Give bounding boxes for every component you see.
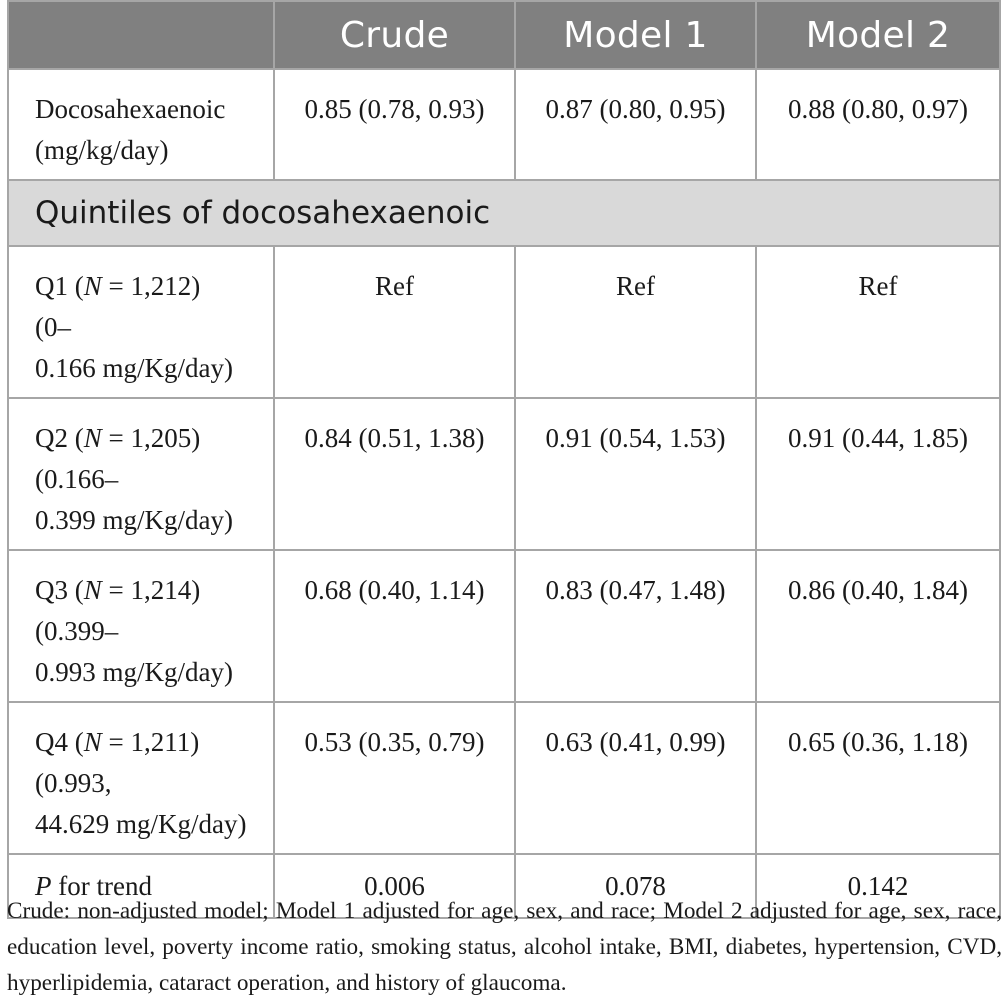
cell-model-2: 0.91 (0.44, 1.85) bbox=[756, 398, 1000, 550]
header-model-1: Model 1 bbox=[515, 1, 756, 69]
cell-crude: 0.68 (0.40, 1.14) bbox=[274, 550, 515, 702]
cell-crude: 0.84 (0.51, 1.38) bbox=[274, 398, 515, 550]
label-line: (0.166– bbox=[35, 464, 119, 494]
cell-crude: 0.85 (0.78, 0.93) bbox=[274, 69, 515, 180]
quintile-prefix: Q1 ( bbox=[35, 271, 84, 301]
cell-model-1: 0.91 (0.54, 1.53) bbox=[515, 398, 756, 550]
trend-label: for trend bbox=[51, 871, 152, 901]
quintile-prefix: Q3 ( bbox=[35, 575, 84, 605]
table-row bbox=[8, 246, 1000, 398]
header-blank-cell bbox=[8, 1, 274, 69]
n-symbol: N bbox=[83, 271, 102, 301]
n-value: = 1,205) bbox=[101, 423, 201, 453]
n-symbol: N bbox=[83, 727, 102, 757]
label-line: 0.399 mg/Kg/day) bbox=[35, 505, 233, 535]
header-crude: Crude bbox=[274, 1, 515, 69]
label-line: (0.993, bbox=[35, 768, 112, 798]
row-label-q3 bbox=[8, 550, 274, 702]
header-model-2: Model 2 bbox=[756, 1, 1000, 69]
label-line: (0.399– bbox=[35, 616, 119, 646]
cell-model-2: 0.142 bbox=[756, 854, 1000, 918]
table-row bbox=[8, 702, 1000, 854]
results-table bbox=[7, 0, 1001, 919]
cell-model-1: 0.87 (0.80, 0.95) bbox=[515, 69, 756, 180]
label-line: 0.993 mg/Kg/day) bbox=[35, 657, 233, 687]
n-value: = 1,211) bbox=[101, 727, 200, 757]
cell-model-1: 0.83 (0.47, 1.48) bbox=[515, 550, 756, 702]
label-line: (mg/kg/day) bbox=[35, 135, 169, 165]
cell-model-1: 0.078 bbox=[515, 854, 756, 918]
n-symbol: N bbox=[83, 575, 102, 605]
table-footnote: Crude: non-adjusted model; Model 1 adjusted for age, sex, and race; Model 2 adjusted for age, sex, race, education level, poverty income ratio, smoking status, alcohol intake, BMI, diabetes, hypertension, CVD, hyperlipidemia, cataract operation, and history of glaucoma. bbox=[7, 898, 1002, 996]
row-label-q2 bbox=[8, 398, 274, 550]
p-symbol: P bbox=[35, 871, 52, 901]
table-row bbox=[8, 550, 1000, 702]
cell-model-1: Ref bbox=[515, 246, 756, 398]
n-value: = 1,212) bbox=[101, 271, 201, 301]
n-value: = 1,214) bbox=[101, 575, 201, 605]
quintile-prefix: Q4 ( bbox=[35, 727, 84, 757]
cell-model-1: 0.63 (0.41, 0.99) bbox=[515, 702, 756, 854]
quintile-prefix: Q2 ( bbox=[35, 423, 84, 453]
cell-model-2: 0.65 (0.36, 1.18) bbox=[756, 702, 1000, 854]
label-line: Docosahexaenoic bbox=[35, 94, 226, 124]
row-label-q4 bbox=[8, 702, 274, 854]
row-label-docosahexaenoic bbox=[8, 69, 274, 180]
row-label-q1 bbox=[8, 246, 274, 398]
n-symbol: N bbox=[83, 423, 102, 453]
cell-model-2: 0.86 (0.40, 1.84) bbox=[756, 550, 1000, 702]
cell-model-2: 0.88 (0.80, 0.97) bbox=[756, 69, 1000, 180]
label-line: (0– bbox=[35, 312, 71, 342]
table-row bbox=[8, 69, 1000, 180]
label-line bbox=[35, 570, 263, 611]
label-line bbox=[35, 266, 263, 307]
table-row bbox=[8, 398, 1000, 550]
section-title: Quintiles of docosahexaenoic bbox=[8, 180, 1000, 246]
cell-crude: 0.53 (0.35, 0.79) bbox=[274, 702, 515, 854]
table-header-row bbox=[8, 1, 1000, 69]
section-row bbox=[8, 180, 1000, 246]
label-line bbox=[35, 418, 263, 459]
cell-model-2: Ref bbox=[756, 246, 1000, 398]
label-line: 0.166 mg/Kg/day) bbox=[35, 353, 233, 383]
cell-crude: Ref bbox=[274, 246, 515, 398]
label-line bbox=[35, 722, 263, 763]
cell-crude: 0.006 bbox=[274, 854, 515, 918]
label-line: 44.629 mg/Kg/day) bbox=[35, 809, 247, 839]
